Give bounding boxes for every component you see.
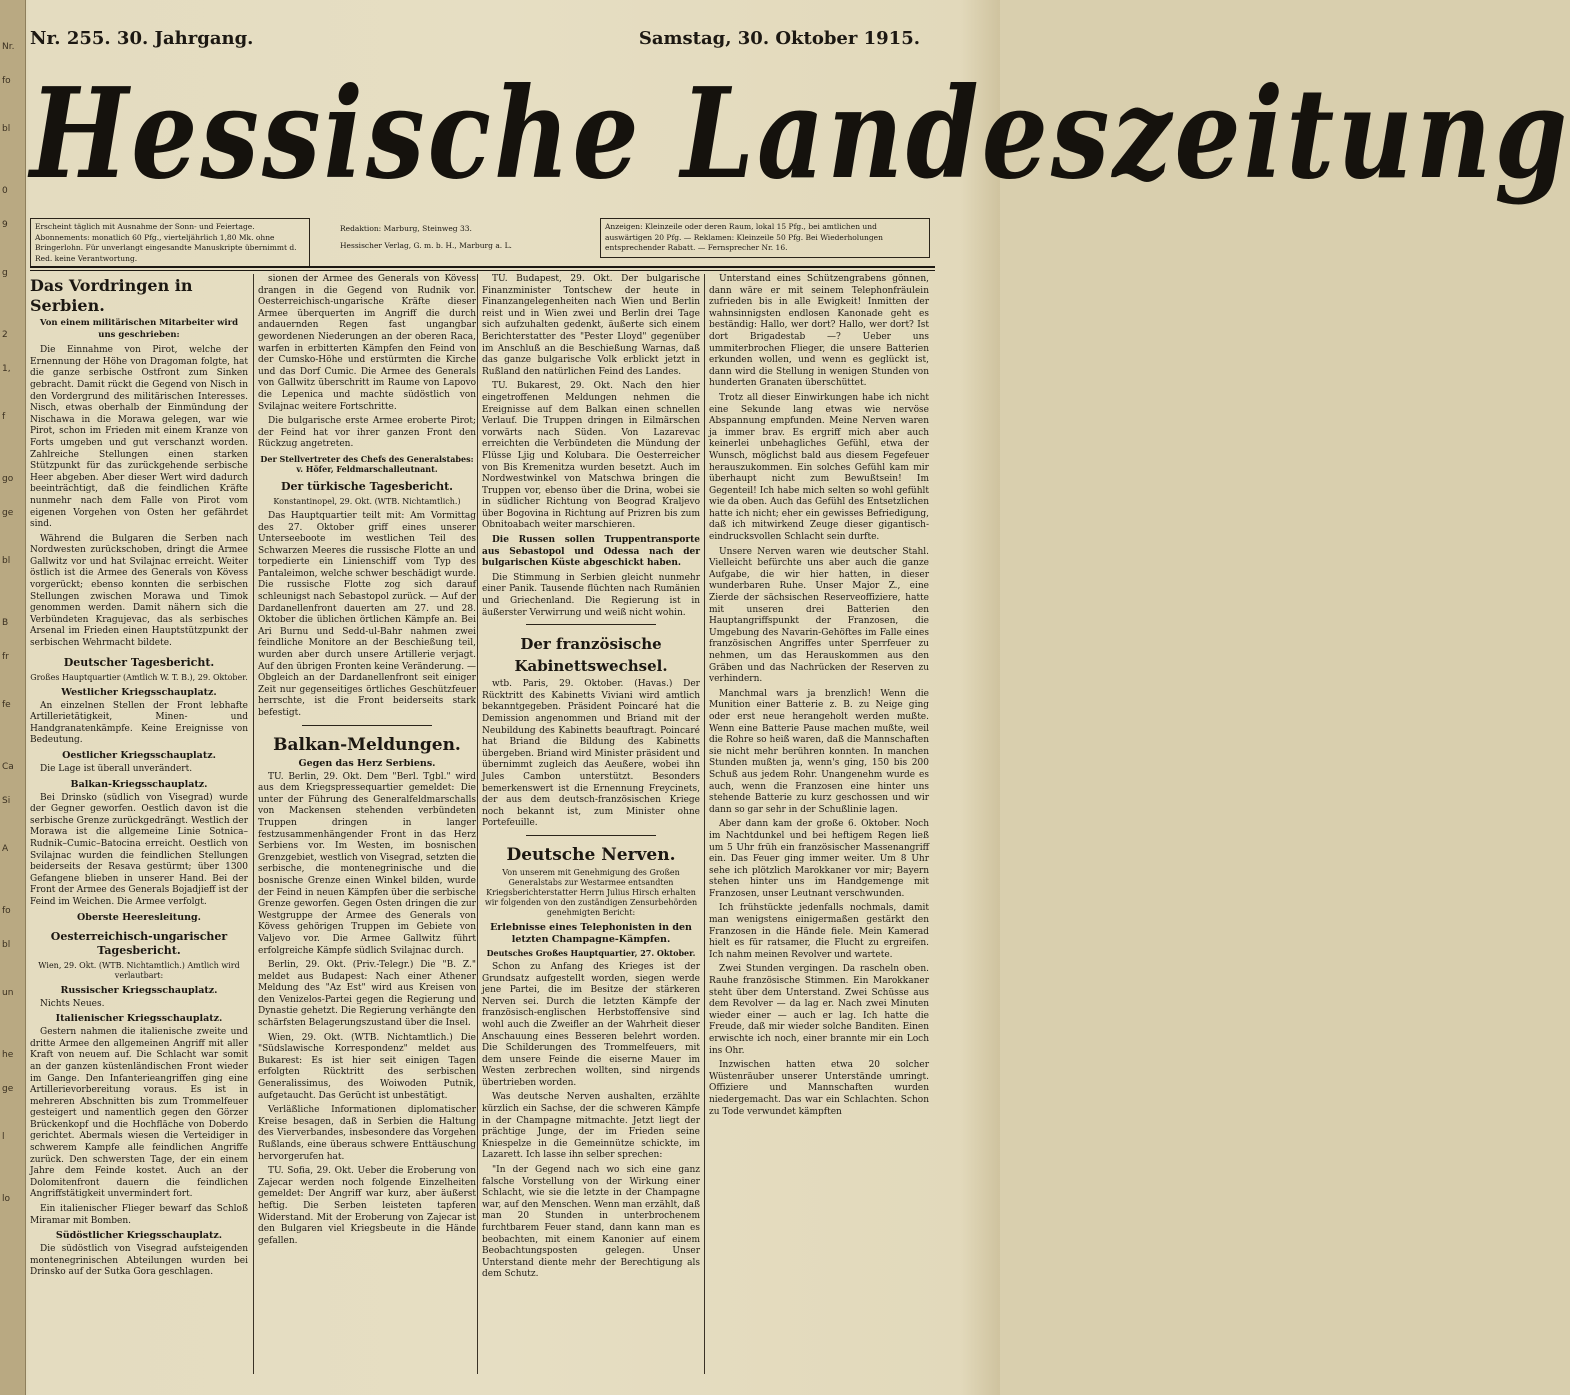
gutter-fragment: l xyxy=(2,1132,5,1142)
editorial-address: Redaktion: Marburg, Steinweg 33. xyxy=(340,224,472,233)
paragraph: Die Stimmung in Serbien gleicht nunmehr einer Panik. Tausende flüchten nach Rumänien und Griechenland. Die Regierung ist in äußerster Verwirrung und weiß nicht wohin. xyxy=(482,572,700,618)
paragraph: Die Russen sollen Truppentransporte aus Sebastopol und Odessa nach der bulgarischen Küste abgeschickt haben. xyxy=(482,535,700,569)
subheading: Balkan-Kriegsschauplatz. xyxy=(70,778,208,790)
gutter-fragment: ge xyxy=(2,508,14,518)
gutter-fragment: fe xyxy=(2,700,11,710)
subscription-box: Erscheint täglich mit Ausnahme der Sonn- und Feiertage. Abonnements: monatlich 60 Pfg., vierteljährlich 1,80 Mk. ohne Bringerlohn. Für unverlangt eingesandte Manuskripte übernimmt d. Red. keine Verantwortung. xyxy=(30,218,310,268)
dateline: Wien, 29. Okt. (WTB. Nichtamtlich.) Amtlich wird verlautbart: xyxy=(38,960,240,980)
gutter-fragment: fr xyxy=(2,652,9,662)
divider xyxy=(526,835,657,836)
paragraph: "In der Gegend nach wo sich eine ganz falsche Vorstellung von der Wirkung einer Schlacht, wie sie die letzte in der Champagne war, auf den Menschen. Wenn man erzählt, daß man 20 Stunden in unterbrochenem furchtbarem Feuer stand, dann kann man es beobachten, mit einem Kanonier auf einem Beobachtungsposten gelegen. Unser Unterstand diente mehr der Berechtigung als dem Schutz. xyxy=(482,1165,700,1280)
gutter-fragment: Si xyxy=(2,796,11,806)
gutter-fragment: ge xyxy=(2,1084,14,1094)
paragraph: TU. Bukarest, 29. Okt. Nach den hier eingetroffenen Meldungen nehmen die Ereignisse auf dem Balkan einen schnellen Verlauf. Die Truppen dringen in Eilmärschen vorwärts nach Süden. Von Lazarevac erreichten die Verbündeten die Mündung der Flüsse Ljig und Kolubara. Die Oesterreicher von Bis Kremenitza wurden besetzt. Auch im Nordwestwinkel von Matschwa bringen die Truppen vor, ebenso über die Drina, wobei sie in südlicher Richtung von Beograd Kraljevo über Bogovina in Richtung auf Prizren bis zum Obnitoabach weiter marschieren. xyxy=(482,381,700,531)
gutter-fragment: bl xyxy=(2,124,11,134)
subheading: Westlicher Kriegsschauplatz. xyxy=(61,686,217,698)
info-row xyxy=(30,218,930,263)
advertising-box: Anzeigen: Kleinzeile oder deren Raum, lokal 15 Pfg., bei amtlichen und auswärtigen 20 Pfg. — Reklamen: Kleinzeile 50 Pfg. Bei Wiederholungen entsprechender Rabatt. — Fernsprecher Nr. 16. xyxy=(600,218,930,258)
gutter-fragment: he xyxy=(2,1050,14,1060)
column-separator xyxy=(253,274,254,1374)
gutter-fragment: bl xyxy=(2,940,11,950)
gutter-fragment: Ca xyxy=(2,762,14,772)
paragraph: Berlin, 29. Okt. (Priv.-Telegr.) Die "B. Z." meldet aus Budapest: Nach einer Athener Meldung des "Az Est" wird aus Kreisen von den Venizelos-Partei gegen die Regierung und Dynastie gehetzt. Die Regierung verhängte den schärfsten Belagerungszustand über die Insel. xyxy=(258,960,476,1029)
paragraph: Was deutsche Nerven aushalten, erzählte kürzlich ein Sachse, der die schweren Kämpfe in der Champagne mitmachte. Jetzt liegt der prächtige Junge, der im Frieden seine Kniespelze in die Gemeinnütze schickte, im Lazarett. Ich lasse ihn selber sprechen: xyxy=(482,1092,700,1161)
subheading: Oestlicher Kriegsschauplatz. xyxy=(62,750,216,761)
paragraph: Wien, 29. Okt. (WTB. Nichtamtlich.) Die "Südslawische Korrespondenz" meldet aus Bukarest: Es ist hier seit einigen Tagen erfolgten Rücktritt des serbischen Generalissimus, des Woiwoden Putnik, aufgetaucht. Das Gerücht ist unbestätigt. xyxy=(258,1032,476,1101)
gutter-fragment: 0 xyxy=(2,186,8,196)
paragraph: Aber dann kam der große 6. Oktober. Noch im Nachtdunkel und bei heftigem Regen ließ um 5 Uhr früh ein französischer Massenangriff ein. Das Feuer ging immer weiter. Um 8 Uhr sehe ich plötzlich Marokkaner vor mir; Bayern stehen hinter uns im Handgemenge mit Franzosen, unser Leutnant verschwunden. xyxy=(709,819,929,899)
gutter-fragment: lo xyxy=(2,1194,11,1204)
paragraph: Die Lage ist überall unverändert. xyxy=(40,764,193,774)
paragraph: Unterstand eines Schützengrabens gönnen, dann wäre er mit seinem Telephonfräulein zufrieden bis in alle Ewigkeit! Inmitten der wahnsinnigsten endlosen Kanonade geht es beständig: Hallo, wer dort? Hallo, wer dort? Ist dort Brigadestab —? Ueber uns ummiterbrochen Flieger, die unsere Batterien erkunden wollen, und wenn es geglückt ist, dann wird die Stellung in wenigen Stunden von hunderten Granaten überschüttet. xyxy=(709,274,929,389)
gutter-fragment: 2 xyxy=(2,330,8,340)
gutter-fragment: go xyxy=(2,474,14,484)
subheading: Italienischer Kriegsschauplatz. xyxy=(55,1013,223,1025)
header-rule xyxy=(30,266,935,268)
paragraph: Inzwischen hatten etwa 20 solcher Wüstenräuber unserer Unterstände umringt. Offiziere und Mannschaften wurden niedergemacht. Das war ein Schlachten. Schon zu Tode verwundet kämpften xyxy=(709,1060,929,1117)
header-rule-thin xyxy=(30,270,935,271)
column-1 xyxy=(30,274,248,1384)
gutter-fragment: g xyxy=(2,268,8,278)
signature: Oberste Heeresleitung. xyxy=(77,911,201,923)
column-separator xyxy=(704,274,705,1374)
dateline: Großes Hauptquartier (Amtlich W. T. B.), 29. Oktober. xyxy=(30,672,248,682)
column-2 xyxy=(258,274,476,1384)
paragraph: TU. Berlin, 29. Okt. Dem "Berl. Tgbl." wird aus dem Kriegspressequartier gemeldet: Die unter der Führung des Generalfeldmarschalls von Mackensen stehenden verbündeten Truppen dringen in langer festzusammenhängender Front in das Herz Serbiens vor. Im Westen, im bosnischen Grenzgebiet, westlich von Visegrad, setzten die serbische, die montenegrinische und die bosnische Grenze einen Winkel bilden, wurde der Feind in neuen Kämpfen über die serbische Grenze geworfen. Gegen Osten dringen die zur Westgruppe der Armee des Generals von Kövess gehörigen Truppen im Gebiete von Valjevo vor. Die Armee Gallwitz führt erfolgreiche Kämpfe südlich Svilajnac durch. xyxy=(258,771,476,956)
column-3 xyxy=(482,274,700,1384)
gutter-fragment: fo xyxy=(2,76,11,86)
paragraph: wtb. Paris, 29. Oktober. (Havas.) Der Rücktritt des Kabinetts Viviani wird amtlich bekanntgegeben. Präsident Poincaré hat die Demission angenommen und Briand mit der Neubildung des Kabinetts beauftragt. Poincaré hat Briand die Bildung des Kabinetts übergeben. Briand wird Minister präsident und übernimmt zugleich das Aeußere, wobei ihn Jules Cambon unterstützt. Besonders bemerkenswert ist die Ernennung Freycinets, der aus dem deutsch-französischen Kriege noch bekannt ist, zum Minister ohne Portefeuille. xyxy=(482,679,700,829)
lead-text: Von unserem mit Genehmigung des Großen Generalstabs zur Westarmee entsandten Kriegsberichterstatter Herrn Julius Hirsch erhalten wir folgenden von den zuständigen Zensurbehörden genehmigten Bericht: xyxy=(484,867,698,917)
dateline: Konstantinopel, 29. Okt. (WTB. Nichtamtlich.) xyxy=(273,496,461,506)
column-4 xyxy=(709,274,929,1384)
paragraph: Während die Bulgaren die Serben nach Nordwesten zurückschoben, dringt die Armee Gallwitz vor und hat Svilajnac erreicht. Weiter östlich ist die Armee des Generals von Kövess vorgerückt; ebenso konnten die serbischen Stellungen zwischen Morawa und Timok genommen werden. Damit nähern sich die Verbündeten Kragujevac, das als serbisches Arsenal im Frieden einen Hauptstützpunkt der serbischen Wehrmacht bildete. xyxy=(30,533,248,649)
gutter-fragment: fo xyxy=(2,906,11,916)
gutter-fragment: Nr. xyxy=(2,42,15,52)
paragraph: Nichts Neues. xyxy=(40,998,105,1009)
issue-date: Samstag, 30. Oktober 1915. xyxy=(638,28,920,49)
section-heading: Der türkische Tagesbericht. xyxy=(281,479,453,493)
paragraph: Die südöstlich von Visegrad aufsteigenden montenegrinischen Abteilungen wurden bei Drinsko auf der Sutka Gora geschlagen. xyxy=(30,1244,248,1278)
gutter-fragment: bl xyxy=(2,556,11,566)
paragraph: Unsere Nerven waren wie deutscher Stahl. Vielleicht befürchte uns aber auch die ganze Aufgabe, die wir hier hatten, in dieser wunderbaren Ruhe. Unser Major Z., eine Zierde der sächsischen Reserveoffiziere, hatte mit unseren drei Batterien den Hauptangriffspunkt der Franzosen, die Umgebung des Navarin-Gehöftes im Falle eines französischen Angriffes unter Sperrfeuer zu nehmen, um das Herauskommen aus den Gräben und das Nachrücken der Reserven zu verhindern. xyxy=(709,546,929,685)
gutter-fragment: f xyxy=(2,412,6,422)
gutter-fragment: un xyxy=(2,988,14,998)
paragraph: Die bulgarische erste Armee eroberte Pirot; der Feind hat vor ihrer ganzen Front den Rückzug angetreten. xyxy=(258,416,476,450)
divider xyxy=(526,624,657,625)
gutter-fragment: 1, xyxy=(2,364,11,374)
publisher-name: Hessischer Verlag, G. m. b. H., Marburg a. L. xyxy=(340,240,512,250)
gutter-fragment: B xyxy=(2,618,9,628)
paragraph: Das Hauptquartier teilt mit: Am Vormittag des 27. Oktober griff eines unserer Unterseeboote im westlichen Teil des Schwarzen Meeres die russische Flotte an und torpedierte ein Linienschiff vom Typ des Pantaleimon, welche schwer beschädigt wurde. Die russische Flotte zog sich darauf schleunigst nach Sebastopol zurück. — Auf der Dardanellenfront dauerten am 27. und 28. Oktober die üblichen örtlichen Kämpfe an. Bei Ari Burnu und Sedd-ul-Bahr nahmen zwei feindliche Monitore an der Beschießung teil, wurden aber durch unsere Artillerie verjagt. Auf den übrigen Fronten keine Veränderung. — Obgleich an der Dardanellenfront seit einiger Zeit nur gegenseitiges örtliches Geschützfeuer herrschte, ist die Front beiderseits stark befestigt. xyxy=(258,510,476,718)
subheading: Erlebnisse eines Telephonisten in den letzten Champagne-Kämpfen. xyxy=(490,921,692,945)
headline-french-cabinet: Der französische Kabinettswechsel. xyxy=(514,635,668,676)
lead-text: Von einem militärischen Mitarbeiter wird uns geschrieben: xyxy=(39,318,239,340)
paragraph: Bei Drinsko (südlich von Visegrad) wurde der Gegner geworfen. Oestlich davon ist die serbische Grenze zurückgedrängt. Westlich der Morawa ist die allgemeine Linie Sotnica–Rudnik–Cumic–Batocina erreicht. Oestlich von Svilajnac wurden die feindlichen Stellungen beiderseits der Resava gestürmt; über 1300 Gefangene blieben in unserer Hand. Bei der Front der Armee des Generals Bojadjieff ist der Feind im Weichen. Die Armee verfolgt. xyxy=(30,792,248,907)
adjacent-page-strip xyxy=(0,0,26,1395)
paragraph: Ich frühstückte jedenfalls nochmals, damit man wenigstens einigermaßen gestärkt den Franzosen in die Hände fiele. Mein Kamerad hielt es für ratsamer, die Flucht zu ergreifen. Ich nahm meinen Revolver und wartete. xyxy=(709,903,929,960)
dateline: Deutsches Großes Hauptquartier, 27. Oktober. xyxy=(486,947,696,958)
divider xyxy=(302,725,433,726)
paragraph: Manchmal wars ja brenzlich! Wenn die Munition einer Batterie z. B. zu Neige ging oder erst neue herangeholt werden mußte. Wenn eine Batterie Pause machen mußte, weil die Rohre so heiß waren, daß die Mannschaften sie nicht mehr berühren konnten. In manchen Stunden mußten ja, wenn's ging, 150 bis 200 Schuß aus jedem Rohr. Unangenehm wurde es auch, wenn die Franzosen eine hinter uns stehende Batterie zu kurz geschossen und wir dann so gar sehr in der Schußlinie lagen. xyxy=(709,688,929,815)
paragraph: Schon zu Anfang des Krieges ist der Grundsatz aufgestellt worden, siegen werde jene Partei, die im Besitze der stärkeren Nerven sei. Durch die letzten Kämpfe der französisch-englischen Herbstoffensive sind wohl auch die Zweifler an der Wahrheit dieser Anschauung eines Besseren belehrt worden. Die Schilderungen des Trommelfeuers, mit dem unsere Feinde die eiserne Mauer im Westen zerbrechen wollten, sind nirgends übertrieben worden. xyxy=(482,961,700,1088)
headline-serbia: Das Vordringen in Serbien. xyxy=(30,276,193,315)
headline-german-nerves: Deutsche Nerven. xyxy=(506,844,676,865)
gutter-fragment: A xyxy=(2,844,9,854)
masthead-top-line xyxy=(30,28,920,52)
paragraph: Die Einnahme von Pirot, welche der Ernennung der Höhe von Dragoman folgte, hat die ganze serbische Ostfront zum Sinken gebracht. Damit rückt die Gegend von Nisch in den Vordergrund des militärischen Interesses. Nisch, etwas oberhalb der Einmündung der Nischawa in die Morawa gelegen, war wie Pirot, schon im Frieden mit einem Kranze von Forts umgeben und gut verschanzt worden. Zahlreiche Stellungen einen starken Stützpunkt für das zurückgehende serbische Heer abgeben. Aber dieser Wert wird dadurch beeinträchtigt, daß die feindlichen Kräfte nunmehr nach dem Falle von Pirot vom eigenen Vorgehen von Osten her gefährdet sind. xyxy=(30,345,248,530)
paragraph: Zwei Stunden vergingen. Da rascheln oben. Rauhe französische Stimmen. Ein Marokkaner steht über dem Unterstand. Zwei Schüsse aus dem Revolver — da lag er. Nach zwei Minuten wieder einer — auch er lag. Ich hatte die Freude, daß mir wieder solche Banditen. Einen erwischte ich noch, einer brannte mir ein Loch ins Ohr. xyxy=(709,964,929,1056)
signature: Der Stellvertreter des Chefs des Generalstabes: v. Höfer, Feldmarschalleutnant. xyxy=(260,453,474,474)
paragraph: Ein italienischer Flieger bewarf das Schloß Miramar mit Bomben. xyxy=(30,1204,248,1226)
gutter-fragment: 9 xyxy=(2,220,8,230)
column-separator xyxy=(477,274,478,1374)
paragraph: Verläßliche Informationen diplomatischer Kreise besagen, daß in Serbien die Haltung des Vierverbandes, insbesondere das Vorgehen Rußlands, eine überaus schwere Enttäuschung hervorgerufen hat. xyxy=(258,1105,476,1162)
section-heading: Oesterreichisch-ungarischer Tagesbericht. xyxy=(50,929,228,957)
issue-number: Nr. 255. 30. Jahrgang. xyxy=(30,28,254,49)
paragraph: Gestern nahmen die italienische zweite und dritte Armee den allgemeinen Angriff mit aller Kraft von neuem auf. Die Schlacht war somit an der ganzen küstenländischen Front wieder im Gange. Den Infanterieangriffen ging eine Artillerievorbereitung voraus. Es ist in mehreren Abschnitten bis zum Trommelfeuer gesteigert und namentlich gegen den Görzer Brückenkopf und die Hochfläche von Doberdo gerichtet. Abermals wiesen die Verteidiger in schwerem Kampfe alle feindlichen Angriffe zurück. Den schwersten Tage, der ein einem Jahre dem Feinde kostet. Auch an der Dolomitenfront dauern die feindlichen Angriffstätigkeit unvermindert fort. xyxy=(30,1027,248,1200)
section-heading: Deutscher Tagesbericht. xyxy=(63,655,215,669)
paragraph: Trotz all dieser Einwirkungen habe ich nicht eine Sekunde lang etwas wie nervöse Abspannung empfunden. Meine Nerven waren ja immer brav. Es ergriff mich aber auch keinerlei unbehagliches Gefühl, etwa der Wunsch, möglichst bald aus diesem Fegefeuer herauszukommen. Ein solches Gefühl kam mir überhaupt nicht zum Bewußtsein! Im Gegenteil! Ich habe mich selten so wohl gefühlt wie da oben. Auch das Gefühl des Entsetzlichen hatte ich nicht; eher ein gewisses Befriedigung, daß ich mitwirkend Zeuge dieser gigantisch-eindrucksvollen Schlacht sein durfte. xyxy=(709,392,929,543)
paragraph: sionen der Armee des Generals von Kövess drangen in die Gegend von Rudnik vor. Oesterreichisch-ungarische Kräfte dieser Armee überquerten im Angriff die durch andauernden Regen fast ungangbar gewordenen Niederungen an der oberen Raca, warfen in erbitterten Kämpfen den Feind von der Cumsko-Höhe und erstürmten die Kirche und das Dorf Cumic. Die Armee des Generals von Gallwitz überschritt im Raume von Lapovo die Lepenica und machte südöstlich von Svilajnac weitere Fortschritte. xyxy=(258,274,476,412)
headline-balkan: Balkan-Meldungen. xyxy=(273,734,461,755)
paragraph: TU. Budapest, 29. Okt. Der bulgarische Finanzminister Tontschew der heute in Finanzangelegenheiten nach Wien und Berlin reist und in Wien zwei und Berlin drei Tage sich aufzuhalten gedenkt, äußerte sich einem Berichterstatter des "Pester Lloyd" gegenüber im Anschluß an die Beschießung Warnas, daß das ganze bulgarische Volk erblickt jetzt in Rußland den natürlichen Feind des Landes. xyxy=(482,274,700,377)
newspaper-title: Hessische Landeszeitung xyxy=(30,59,1570,208)
paragraph: TU. Sofia, 29. Okt. Ueber die Eroberung von Zajecar werden noch folgende Einzelheiten gemeldet: Der Angriff war kurz, aber äußerst heftig. Die Serben leisteten tapferen Widerstand. Mit der Eroberung von Zajecar ist den Bulgaren viel Kriegsbeute in die Hände gefallen. xyxy=(258,1166,476,1246)
subheading: Gegen das Herz Serbiens. xyxy=(298,757,436,769)
publisher-info xyxy=(340,218,570,251)
subheading: Russischer Kriegsschauplatz. xyxy=(60,984,218,996)
paragraph: An einzelnen Stellen der Front lebhafte Artillerietätigkeit, Minen- und Handgranatenkämpfe. Keine Ereignisse von Bedeutung. xyxy=(30,700,248,746)
subheading: Südöstlicher Kriegsschauplatz. xyxy=(55,1230,223,1242)
